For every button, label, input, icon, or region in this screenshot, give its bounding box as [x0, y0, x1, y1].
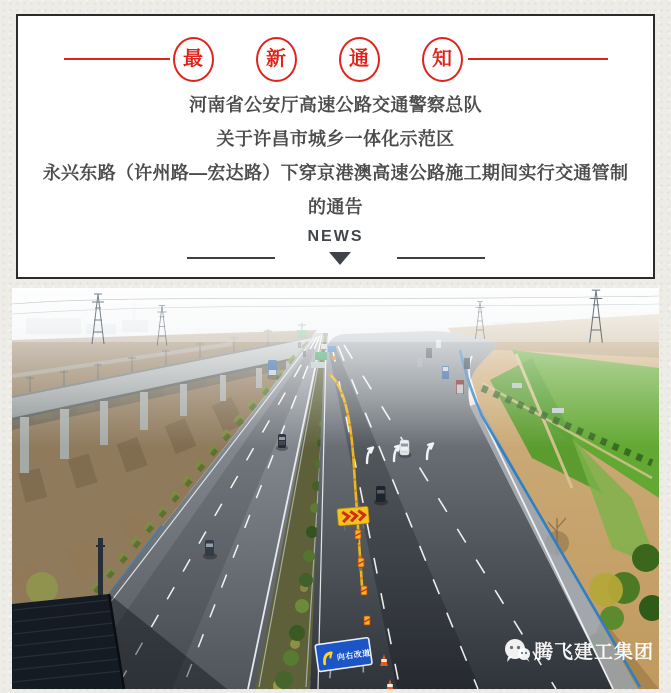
willow-tree	[589, 573, 623, 607]
badge-char-1: 最	[173, 37, 214, 82]
expressway-aerial-photo	[12, 288, 659, 689]
ribbon-line-left	[64, 58, 170, 60]
badge-char-4: 知	[422, 37, 463, 82]
divider-line-right	[397, 257, 485, 259]
dark-car-right-road	[376, 486, 386, 502]
detour-sign-text: 向右改道	[336, 648, 372, 663]
notice-ribbon	[22, 36, 649, 82]
badge-char-2: 新	[256, 37, 297, 82]
divider-line-left	[187, 257, 275, 259]
expressway-aerial-photo-svg	[12, 288, 659, 689]
news-label: NEWS	[307, 228, 364, 245]
down-triangle-icon	[329, 252, 351, 265]
badge-char-3: 通	[339, 37, 380, 82]
notice-title-line-3: 永兴东路（许州路—宏达路）下穿京港澳高速公路施工期间实行交通管制	[42, 163, 629, 183]
notice-title-line-4: 的通告	[308, 197, 363, 217]
car-left-road	[205, 540, 214, 556]
ribbon-line-right	[468, 58, 608, 60]
notice-title-line-1: 河南省公安厅高速公路交通警察总队	[189, 95, 482, 115]
watermark-text: 腾飞建工集团	[534, 642, 655, 663]
notice-card	[16, 14, 655, 279]
news-divider	[22, 251, 649, 265]
notice-title-line-2: 关于许昌市城乡一体化示范区	[216, 129, 455, 149]
